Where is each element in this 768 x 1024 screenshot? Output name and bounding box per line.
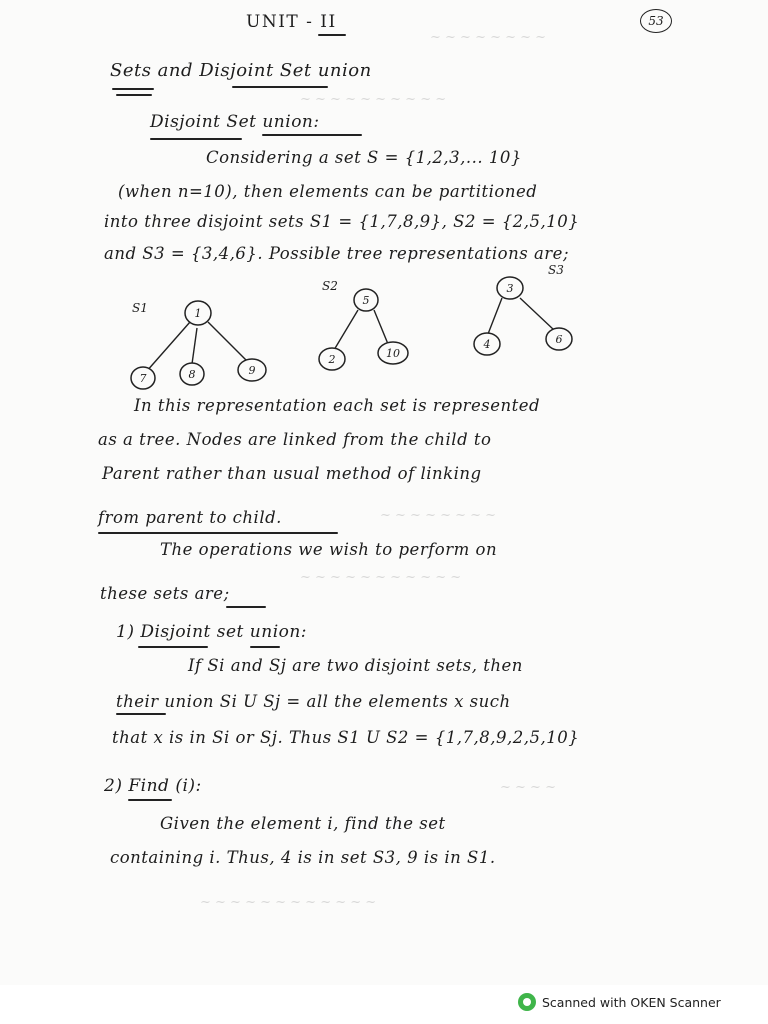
tree-s2-label: S2 bbox=[322, 279, 338, 293]
bleed-through: ~ ~ ~ ~ bbox=[500, 780, 556, 795]
operation-1-title: 1) Disjoint set union: bbox=[116, 622, 308, 642]
text-underline bbox=[116, 713, 166, 715]
tree-node-label: 3 bbox=[506, 282, 514, 295]
bleed-through: ~ ~ ~ ~ ~ ~ ~ ~ bbox=[430, 30, 547, 45]
text-line: as a tree. Nodes are linked from the child to bbox=[98, 430, 492, 449]
page-title: UNIT - II bbox=[246, 12, 337, 32]
text-line: (when n=10), then elements can be partitioned bbox=[118, 182, 538, 201]
subheading: Disjoint Set union: bbox=[150, 112, 320, 132]
page-number: 53 bbox=[640, 9, 672, 33]
tree-s1-label: S1 bbox=[132, 301, 148, 315]
tree-node-label: 8 bbox=[188, 368, 196, 381]
text-line: their union Si U Sj = all the elements x such bbox=[116, 692, 511, 711]
tree-node-label: 4 bbox=[483, 338, 491, 351]
text-line: that x is in Si or Sj. Thus S1 U S2 = {1,7,8,9,2,5,10} bbox=[112, 728, 580, 747]
tree-s3 bbox=[474, 263, 572, 355]
bleed-through: ~ ~ ~ ~ ~ ~ ~ ~ bbox=[380, 508, 497, 523]
op1-underline bbox=[250, 646, 280, 648]
scanner-logo-icon bbox=[518, 993, 536, 1011]
bleed-through: ~ ~ ~ ~ ~ ~ ~ ~ ~ ~ ~ bbox=[300, 570, 462, 585]
text-line: Given the element i, find the set bbox=[160, 814, 446, 833]
tree-node-label: 9 bbox=[248, 364, 256, 377]
scanner-watermark bbox=[518, 992, 721, 1012]
op1-underline bbox=[138, 646, 208, 648]
text-line: these sets are; bbox=[100, 584, 230, 603]
tree-node-label: 6 bbox=[555, 333, 563, 346]
text-line: and S3 = {3,4,6}. Possible tree representations are; bbox=[104, 244, 569, 263]
text-line: containing i. Thus, 4 is in set S3, 9 is in S1. bbox=[110, 848, 496, 867]
tree-node-label: 7 bbox=[139, 372, 147, 385]
tree-s2 bbox=[319, 279, 408, 370]
text-line: In this representation each set is represented bbox=[134, 396, 541, 415]
bleed-through: ~ ~ ~ ~ ~ ~ ~ ~ ~ ~ bbox=[300, 92, 447, 107]
text-line: If Si and Sj are two disjoint sets, then bbox=[188, 656, 523, 675]
tree-node-label: 5 bbox=[362, 294, 370, 307]
tree-node-label: 1 bbox=[194, 307, 202, 320]
tree-diagrams bbox=[0, 0, 768, 420]
scanner-watermark-text: Scanned with OKEN Scanner bbox=[542, 994, 721, 1010]
text-line: Parent rather than usual method of linking bbox=[102, 464, 482, 483]
bleed-through: ~ ~ ~ ~ ~ ~ ~ ~ ~ ~ ~ ~ bbox=[200, 895, 377, 910]
tree-s3-label: S3 bbox=[548, 263, 564, 277]
text-line: into three disjoint sets S1 = {1,7,8,9}, S2 = {2,5,10} bbox=[104, 212, 580, 231]
text-line: Considering a set S = {1,2,3,... 10} bbox=[206, 148, 522, 167]
section-heading: Sets and Disjoint Set union bbox=[110, 60, 372, 81]
text-line: The operations we wish to perform on bbox=[160, 540, 498, 559]
text-underline bbox=[98, 532, 338, 534]
text-underline bbox=[226, 606, 266, 608]
tree-node-label: 2 bbox=[328, 353, 336, 366]
op2-underline bbox=[128, 799, 172, 801]
tree-s1 bbox=[131, 301, 266, 389]
text-line: from parent to child. bbox=[98, 508, 282, 527]
tree-node-label: 10 bbox=[386, 347, 400, 360]
operation-2-title: 2) Find (i): bbox=[104, 776, 202, 796]
